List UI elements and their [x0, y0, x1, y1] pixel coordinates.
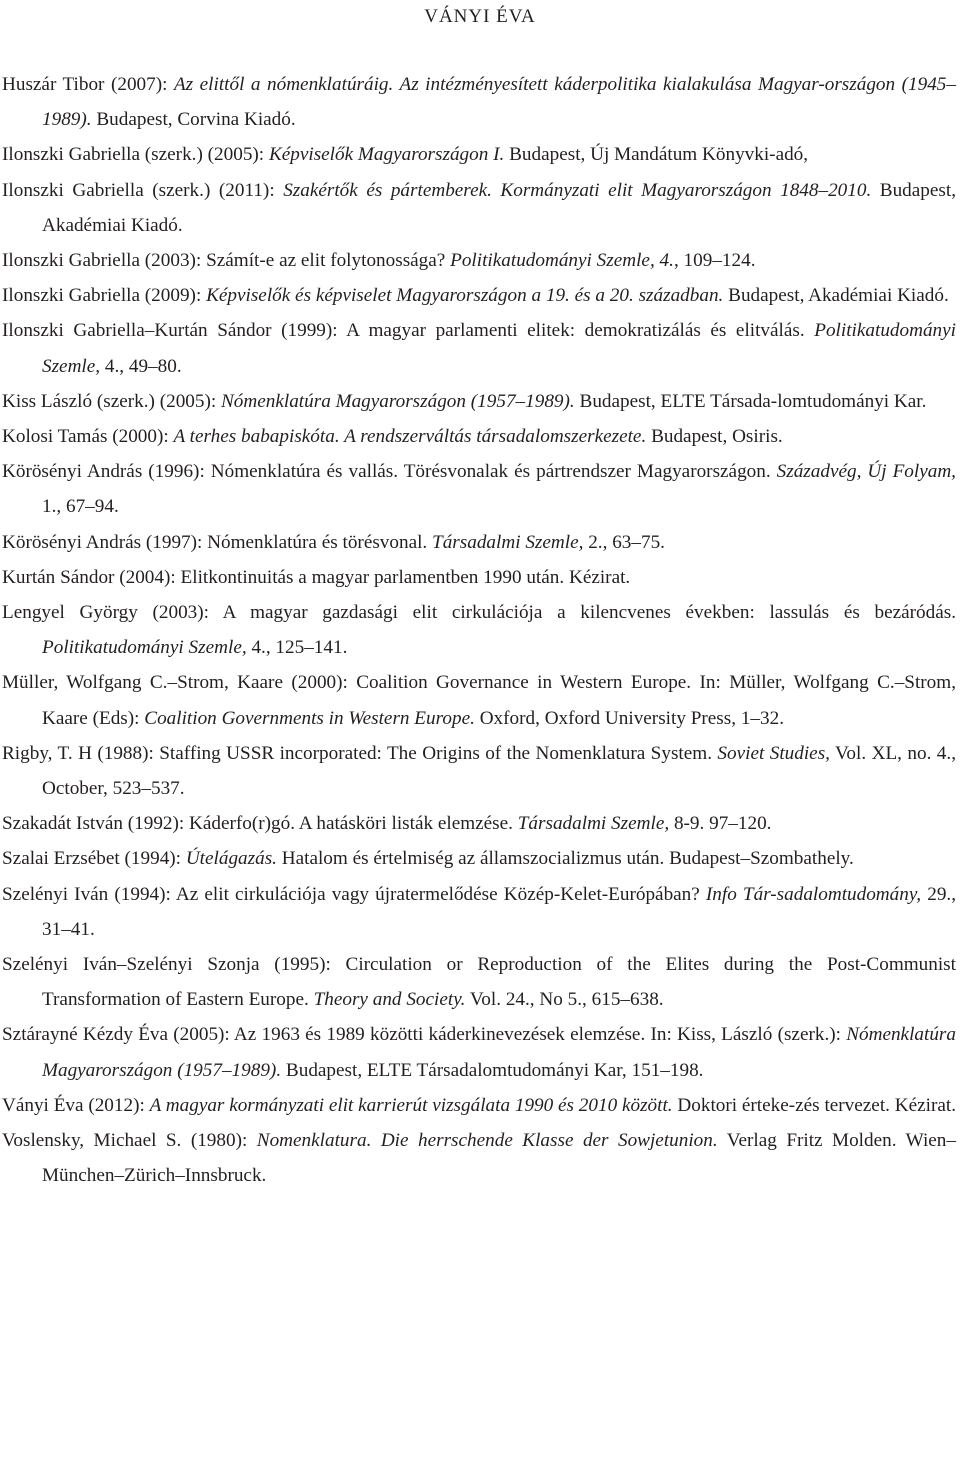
reference-entry	[2, 384, 956, 419]
reference-title-italic: Politikatudományi Szemle,	[42, 320, 956, 377]
reference-text: Ilonszki Gabriella (szerk.) (2005):	[2, 144, 269, 166]
reference-text: Vol. XL, no. 4., October, 523–537.	[42, 742, 956, 800]
reference-text: 8-9. 97–120.	[669, 813, 772, 835]
reference-text: Szelényi Iván (1994): Az elit cirkulációja vagy újratermelődése Közép-Kelet-Európában?	[2, 883, 706, 905]
reference-title-italic: Az elittől a nómenklatúráig. Az intézményesített káderpolitika kialakulása Magyar-országon (1945–1989).	[42, 74, 956, 131]
reference-text: Ilonszki Gabriella (2009):	[2, 285, 207, 307]
reference-entry	[2, 665, 956, 735]
reference-entry	[2, 525, 956, 560]
reference-title-italic: A magyar kormányzati elit karrierút vizsgálata 1990 és 2010 között.	[149, 1094, 673, 1116]
reference-text: Ványi Éva (2012):	[2, 1094, 150, 1116]
reference-text: 4., 49–80.	[100, 355, 182, 377]
reference-text: 4., 125–141.	[246, 637, 348, 659]
reference-entry	[2, 67, 956, 137]
running-header: VÁNYI ÉVA	[424, 6, 536, 27]
reference-text: Hatalom és értelmiség az államszocializmus után. Budapest–Szombathely.	[276, 848, 854, 870]
reference-title-italic: Szakértők és pártemberek. Kormányzati elit Magyarországon 1848–2010.	[283, 179, 872, 201]
reference-text: Budapest, Új Mandátum Könyvki-adó,	[504, 144, 809, 166]
reference-text: Müller, Wolfgang C.–Strom, Kaare (2000): Coalition Governance in Western Europe. In: Müller, Wolfgang C.–Strom, Kaare (Eds):	[2, 672, 956, 729]
reference-title-italic: Nómenklatúra Magyarországon (1957–1989).	[42, 1024, 956, 1081]
reference-text: Ilonszki Gabriella–Kurtán Sándor (1999): A magyar parlamenti elitek: demokratizálás és elitválás.	[2, 320, 815, 342]
reference-entry	[2, 137, 956, 172]
reference-title-italic: Képviselők és képviselet Magyarországon a 19. és a 20. században.	[206, 285, 724, 307]
reference-text: Budapest, Akadémiai Kiadó.	[723, 285, 949, 307]
reference-title-italic: Theory and Society.	[313, 989, 466, 1011]
reference-list	[2, 67, 956, 1194]
reference-text: 29., 31–41.	[42, 883, 957, 940]
reference-text: Lengyel György (2003): A magyar gazdasági elit cirkulációja a kilencvenes években: lassulás és bezáródás.	[2, 602, 956, 624]
reference-entry	[2, 736, 956, 806]
reference-text: 1., 67–94.	[42, 496, 119, 518]
reference-text: Kiss László (szerk.) (2005):	[2, 390, 221, 412]
reference-text: Ilonszki Gabriella (2003): Számít-e az elit folytonossága?	[2, 250, 451, 272]
reference-text: Doktori érteke-zés tervezet. Kézirat.	[672, 1094, 956, 1116]
reference-title-italic: Képviselők Magyarországon I.	[268, 144, 505, 166]
reference-text: Vol. 24., No 5., 615–638.	[465, 989, 664, 1011]
reference-title-italic: Nómenklatúra Magyarországon (1957–1989).	[221, 390, 575, 412]
reference-entry	[2, 278, 956, 313]
reference-text: Körösényi András (1997): Nómenklatúra és törésvonal.	[2, 531, 433, 553]
reference-title-italic: Századvég, Új Folyam,	[776, 461, 956, 483]
reference-text: Szalai Erzsébet (1994):	[2, 848, 186, 870]
reference-entry	[2, 1088, 956, 1123]
reference-text: Szelényi Iván–Szelényi Szonja (1995): Circulation or Reproduction of the Elites during the Post-Communist Transformation of Eastern Europe.	[2, 954, 956, 1011]
reference-title-italic: Útelágazás.	[185, 848, 277, 870]
reference-text: Budapest, Akadémiai Kiadó.	[42, 179, 956, 236]
reference-entry	[2, 419, 956, 454]
reference-entry	[2, 173, 956, 243]
reference-title-italic: Soviet Studies,	[717, 742, 830, 764]
reference-text: 2., 63–75.	[583, 531, 665, 553]
reference-entry	[2, 1017, 956, 1087]
reference-text: Sztárayné Kézdy Éva (2005): Az 1963 és 1989 közötti káderkinevezések elemzése. In: Kiss, László (szerk.):	[2, 1024, 847, 1046]
reference-text: Szakadát István (1992): Káderfo(r)gó. A hatásköri listák elemzése.	[2, 813, 518, 835]
reference-text: Budapest, Osiris.	[646, 426, 783, 448]
reference-text: Huszár Tibor (2007):	[2, 74, 174, 95]
reference-title-italic: Info Tár-sadalomtudomány,	[705, 883, 922, 905]
reference-title-italic: A terhes babapiskóta. A rendszerváltás társadalomszerkezete.	[173, 426, 647, 448]
reference-entry	[2, 595, 956, 665]
reference-entry	[2, 560, 956, 595]
reference-entry	[2, 806, 956, 841]
reference-title-italic: Politikatudományi Szemle, 4.	[450, 250, 674, 272]
reference-title-italic: Társadalmi Szemle,	[432, 531, 584, 553]
reference-entry	[2, 454, 956, 524]
reference-text: Rigby, T. H (1988): Staffing USSR incorporated: The Origins of the Nomenklatura System.	[2, 742, 718, 764]
reference-text: Körösényi András (1996): Nómenklatúra és vallás. Törésvonalak és pártrendszer Magyarországon.	[2, 461, 777, 483]
reference-entry	[2, 841, 956, 876]
reference-title-italic: Politikatudományi Szemle,	[42, 637, 247, 659]
reference-text: Oxford, Oxford University Press, 1–32.	[474, 707, 784, 729]
reference-text: Verlag Fritz Molden. Wien–München–Zürich–Innsbruck.	[42, 1130, 956, 1187]
reference-text: Budapest, ELTE Társadalomtudományi Kar, 151–198.	[281, 1059, 704, 1081]
reference-text: Budapest, Corvina Kiadó.	[91, 109, 296, 131]
reference-text: Ilonszki Gabriella (szerk.) (2011):	[2, 179, 284, 201]
reference-title-italic: Nomenklatura. Die herrschende Klasse der Sowjetunion.	[256, 1130, 718, 1152]
reference-text: , 109–124.	[673, 250, 756, 272]
reference-entry	[2, 243, 956, 278]
reference-entry	[2, 1123, 956, 1193]
reference-text: Kolosi Tamás (2000):	[2, 426, 174, 448]
reference-entry	[2, 947, 956, 1017]
reference-text: Kurtán Sándor (2004): Elitkontinuitás a magyar parlamentben 1990 után. Kézirat.	[2, 566, 631, 588]
reference-entry	[2, 877, 956, 947]
reference-entry	[2, 313, 956, 383]
reference-text: Voslensky, Michael S. (1980):	[2, 1130, 257, 1152]
reference-title-italic: Társadalmi Szemle,	[517, 813, 670, 835]
reference-title-italic: Coalition Governments in Western Europe.	[144, 707, 475, 729]
reference-text: Budapest, ELTE Társada-lomtudományi Kar.	[574, 390, 927, 412]
